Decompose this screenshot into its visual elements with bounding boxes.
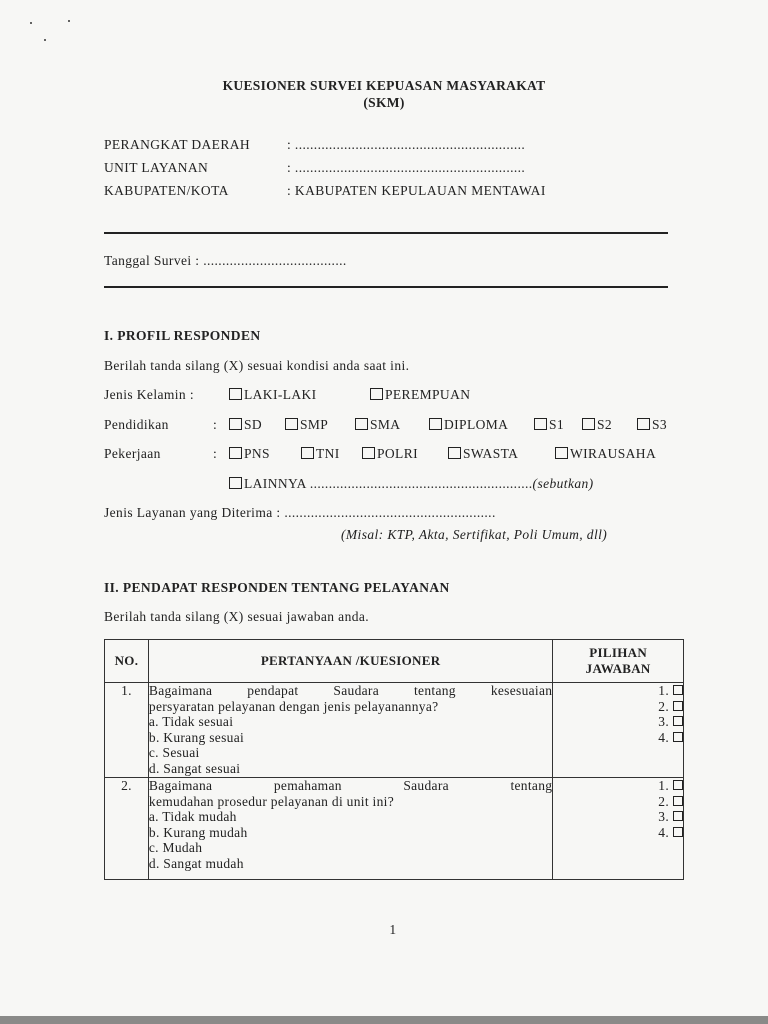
education-colon: :: [213, 417, 218, 432]
checkbox-icon: [673, 732, 683, 742]
education-label: Pendidikan: [104, 417, 169, 432]
checkbox-icon: [673, 780, 683, 790]
checkbox-icon: [229, 447, 242, 459]
document-title: KUESIONER SURVEI KEPUASAN MASYARAKAT: [222, 78, 546, 93]
section-profil-heading: I. PROFIL RESPONDEN: [104, 328, 261, 343]
kabupaten-label: KABUPATEN/KOTA: [104, 183, 229, 198]
checkbox-icon: [673, 716, 683, 726]
answer-cell: [553, 778, 684, 880]
scan-speck: [68, 20, 70, 22]
answer-option-4[interactable]: 4.: [553, 730, 683, 746]
checkbox-swasta[interactable]: SWASTA: [448, 446, 518, 462]
scan-speck: [44, 39, 46, 41]
checkbox-lainnya[interactable]: LAINNYA ...........................................................(sebutkan): [229, 476, 594, 492]
checkbox-icon: [673, 685, 683, 695]
checkbox-icon: [534, 418, 547, 430]
checkbox-icon: [429, 418, 442, 430]
divider: [104, 286, 668, 288]
checkbox-icon: [301, 447, 314, 459]
header-choice: PILIHAN JAWABAN: [553, 640, 684, 683]
checkbox-icon: [285, 418, 298, 430]
scan-edge: [0, 1016, 768, 1024]
scan-speck: [30, 22, 32, 24]
perangkat-label: PERANGKAT DAERAH: [104, 137, 251, 152]
checkbox-s3[interactable]: S3: [637, 417, 667, 433]
row-number: 1.: [105, 683, 149, 778]
checkbox-icon: [229, 477, 242, 489]
checkbox-icon: [229, 388, 242, 400]
checkbox-laki-laki[interactable]: LAKI-LAKI: [229, 387, 317, 403]
table-row: [105, 683, 684, 778]
checkbox-icon: [362, 447, 375, 459]
gender-label: Jenis Kelamin :: [104, 387, 194, 402]
checkbox-diploma[interactable]: DIPLOMA: [429, 417, 508, 433]
table-row: [105, 778, 684, 880]
service-hint: (Misal: KTP, Akta, Sertifikat, Poli Umum, dll): [341, 527, 608, 542]
checkbox-perempuan[interactable]: PEREMPUAN: [370, 387, 470, 403]
checkbox-icon: [229, 418, 242, 430]
lainnya-hint: (sebutkan): [532, 476, 594, 491]
checkbox-sd[interactable]: SD: [229, 417, 262, 433]
perangkat-field[interactable]: : .............................................................: [287, 137, 526, 152]
unit-field[interactable]: : .............................................................: [287, 160, 526, 175]
answer-option-4[interactable]: 4.: [553, 825, 683, 841]
checkbox-s2[interactable]: S2: [582, 417, 612, 433]
checkbox-icon: [448, 447, 461, 459]
profil-instruction: Berilah tanda silang (X) sesuai kondisi anda saat ini.: [104, 358, 410, 373]
checkbox-icon: [673, 701, 683, 711]
answer-option-2[interactable]: 2.: [553, 699, 683, 715]
answer-option-1[interactable]: 1.: [553, 683, 683, 699]
checkbox-wirausaha[interactable]: WIRAUSAHA: [555, 446, 656, 462]
checkbox-pns[interactable]: PNS: [229, 446, 270, 462]
section-pendapat-heading: II. PENDAPAT RESPONDEN TENTANG PELAYANAN: [104, 580, 450, 595]
answer-option-1[interactable]: 1.: [553, 778, 683, 794]
checkbox-s1[interactable]: S1: [534, 417, 564, 433]
header-no: NO.: [105, 640, 149, 683]
unit-label: UNIT LAYANAN: [104, 160, 209, 175]
questionnaire-table: [104, 639, 684, 880]
answer-option-3[interactable]: 3.: [553, 809, 683, 825]
question-cell: Bagaimana pendapat Saudara tentang kesesuaian persyaratan pelayanan dengan jenis pelayanannya? a. Tidak sesuai b. Kurang sesuai c. Sesuai d. Sangat sesuai: [148, 683, 553, 776]
checkbox-sma[interactable]: SMA: [355, 417, 400, 433]
checkbox-icon: [673, 796, 683, 806]
answer-option-3[interactable]: 3.: [553, 714, 683, 730]
header-question: PERTANYAAN /KUESIONER: [148, 640, 552, 683]
job-colon: :: [213, 446, 218, 461]
answer-cell: [553, 683, 684, 778]
page-number: 1: [389, 922, 397, 937]
checkbox-icon: [370, 388, 383, 400]
question-cell: Bagaimana pemahaman Saudara tentang kemudahan prosedur pelayanan di unit ini? a. Tidak mudah b. Kurang mudah c. Mudah d. Sangat mudah: [148, 778, 552, 880]
checkbox-icon: [555, 447, 568, 459]
job-label: Pekerjaan: [104, 446, 161, 461]
divider: [104, 232, 668, 234]
row-number: 2.: [105, 778, 149, 880]
checkbox-icon: [673, 827, 683, 837]
checkbox-smp[interactable]: SMP: [285, 417, 328, 433]
checkbox-icon: [355, 418, 368, 430]
checkbox-icon: [637, 418, 650, 430]
checkbox-icon: [673, 811, 683, 821]
service-field[interactable]: Jenis Layanan yang Diterima : ........................................................: [104, 505, 496, 520]
answer-option-2[interactable]: 2.: [553, 794, 683, 810]
checkbox-icon: [582, 418, 595, 430]
tanggal-survei-field[interactable]: Tanggal Survei : ......................................: [104, 253, 347, 268]
checkbox-tni[interactable]: TNI: [301, 446, 340, 462]
pendapat-instruction: Berilah tanda silang (X) sesuai jawaban anda.: [104, 609, 370, 624]
document-subtitle: (SKM): [363, 95, 405, 110]
kabupaten-value: : KABUPATEN KEPULAUAN MENTAWAI: [287, 183, 546, 198]
table-header-row: [105, 640, 684, 683]
checkbox-polri[interactable]: POLRI: [362, 446, 418, 462]
